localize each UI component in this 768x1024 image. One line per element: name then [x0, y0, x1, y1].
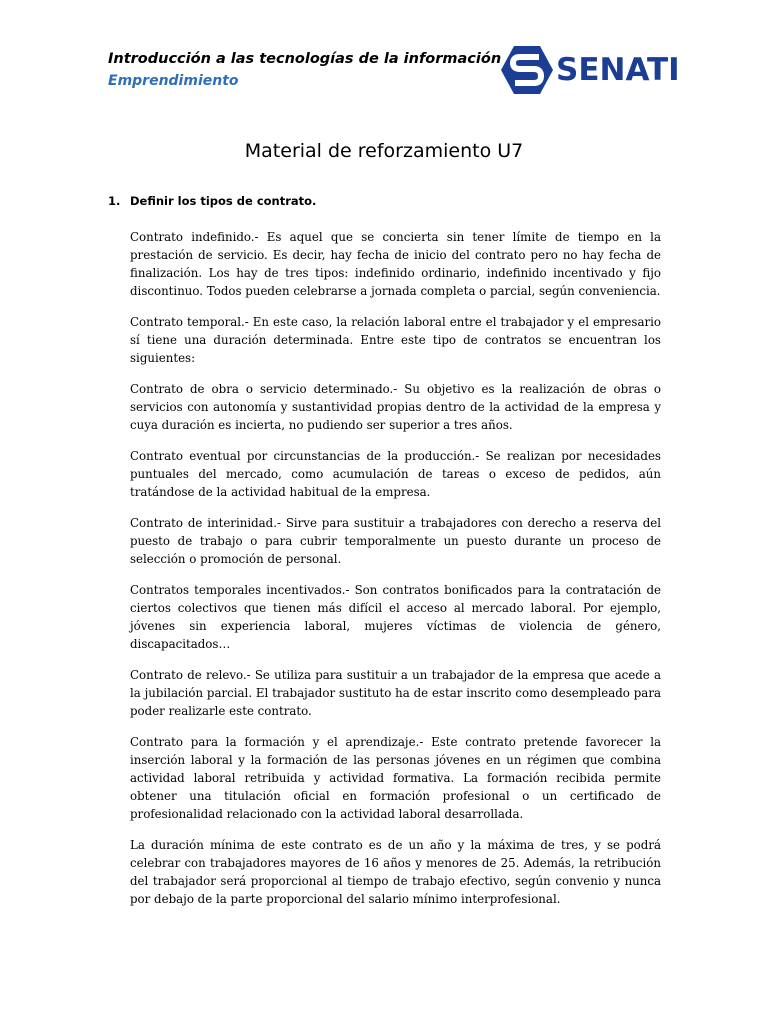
- course-subtitle: Emprendimiento: [108, 73, 239, 89]
- paragraph: Contrato de obra o servicio determinado.- Su objetivo es la realización de obras o servicios con autonomía y sustantividad propias dentro de la actividad de la empresa y cuya duración es incierta, no pudiendo ser superior a tres años.: [130, 382, 661, 432]
- paragraph: La duración mínima de este contrato es de un año y la máxima de tres, y se podrá celebrar con trabajadores mayores de 16 años y menores de 25. Además, la retribución del trabajador será proporcional al tiempo de trabajo efectivo, según convenio y nunca por debajo de la parte proporcional del salario mínimo interprofesional.: [130, 838, 661, 906]
- paragraph: Contrato de interinidad.- Sirve para sustituir a trabajadores con derecho a reserva del puesto de trabajo o para cubrir temporalmente un puesto durante un proceso de selección o promoción de personal.: [130, 516, 661, 566]
- question-number: 1.: [108, 194, 121, 208]
- document-header: [108, 48, 508, 92]
- paragraph: Contratos temporales incentivados.- Son contratos bonificados para la contratación de ciertos colectivos que tienen más difícil el acceso al mercado laboral. Por ejemplo, jóvenes sin experiencia laboral, mujeres víctimas de violencia de género, discapacitados…: [130, 583, 661, 651]
- paragraph: Contrato para la formación y el aprendizaje.- Este contrato pretende favorecer la inserción laboral y la formación de las personas jóvenes en un régimen que combina actividad laboral retribuida y actividad formativa. La formación recibida permite obtener una titulación oficial en formación profesional o un certificado de profesionalidad relacionado con la actividad laboral desarrollada.: [130, 735, 661, 821]
- logo-text: SENATI: [556, 52, 680, 88]
- senati-logo: [500, 42, 690, 98]
- paragraph: Contrato temporal.- En este caso, la relación laboral entre el trabajador y el empresario sí tiene una duración determinada. Entre este tipo de contratos se encuentran los siguientes:: [130, 315, 661, 365]
- paragraph: Contrato de relevo.- Se utiliza para sustituir a un trabajador de la empresa que acede a la jubilación parcial. El trabajador sustituto ha de estar inscrito como desempleado para poder realizarle este contrato.: [130, 668, 661, 718]
- paragraph: Contrato indefinido.- Es aquel que se concierta sin tener límite de tiempo en la prestación de servicio. Es decir, hay fecha de inicio del contrato pero no hay fecha de finalización. Los hay de tres tipos: indefinido ordinario, indefinido incentivado y fijo discontinuo. Todos pueden celebrarse a jornada completa o parcial, según conveniencia.: [130, 230, 661, 298]
- senati-logo-icon: [500, 44, 554, 96]
- course-title: Introducción a las tecnologías de la información: [108, 51, 502, 67]
- question-heading: [108, 193, 316, 209]
- document-title: Material de reforzamiento U7: [244, 140, 524, 162]
- paragraph: Contrato eventual por circunstancias de la producción.- Se realizan por necesidades puntuales del mercado, como acumulación de tareas o exceso de pedidos, aún tratándose de la actividad habitual de la empresa.: [130, 449, 661, 499]
- question-text: Definir los tipos de contrato.: [130, 194, 317, 208]
- document-body: [130, 228, 661, 921]
